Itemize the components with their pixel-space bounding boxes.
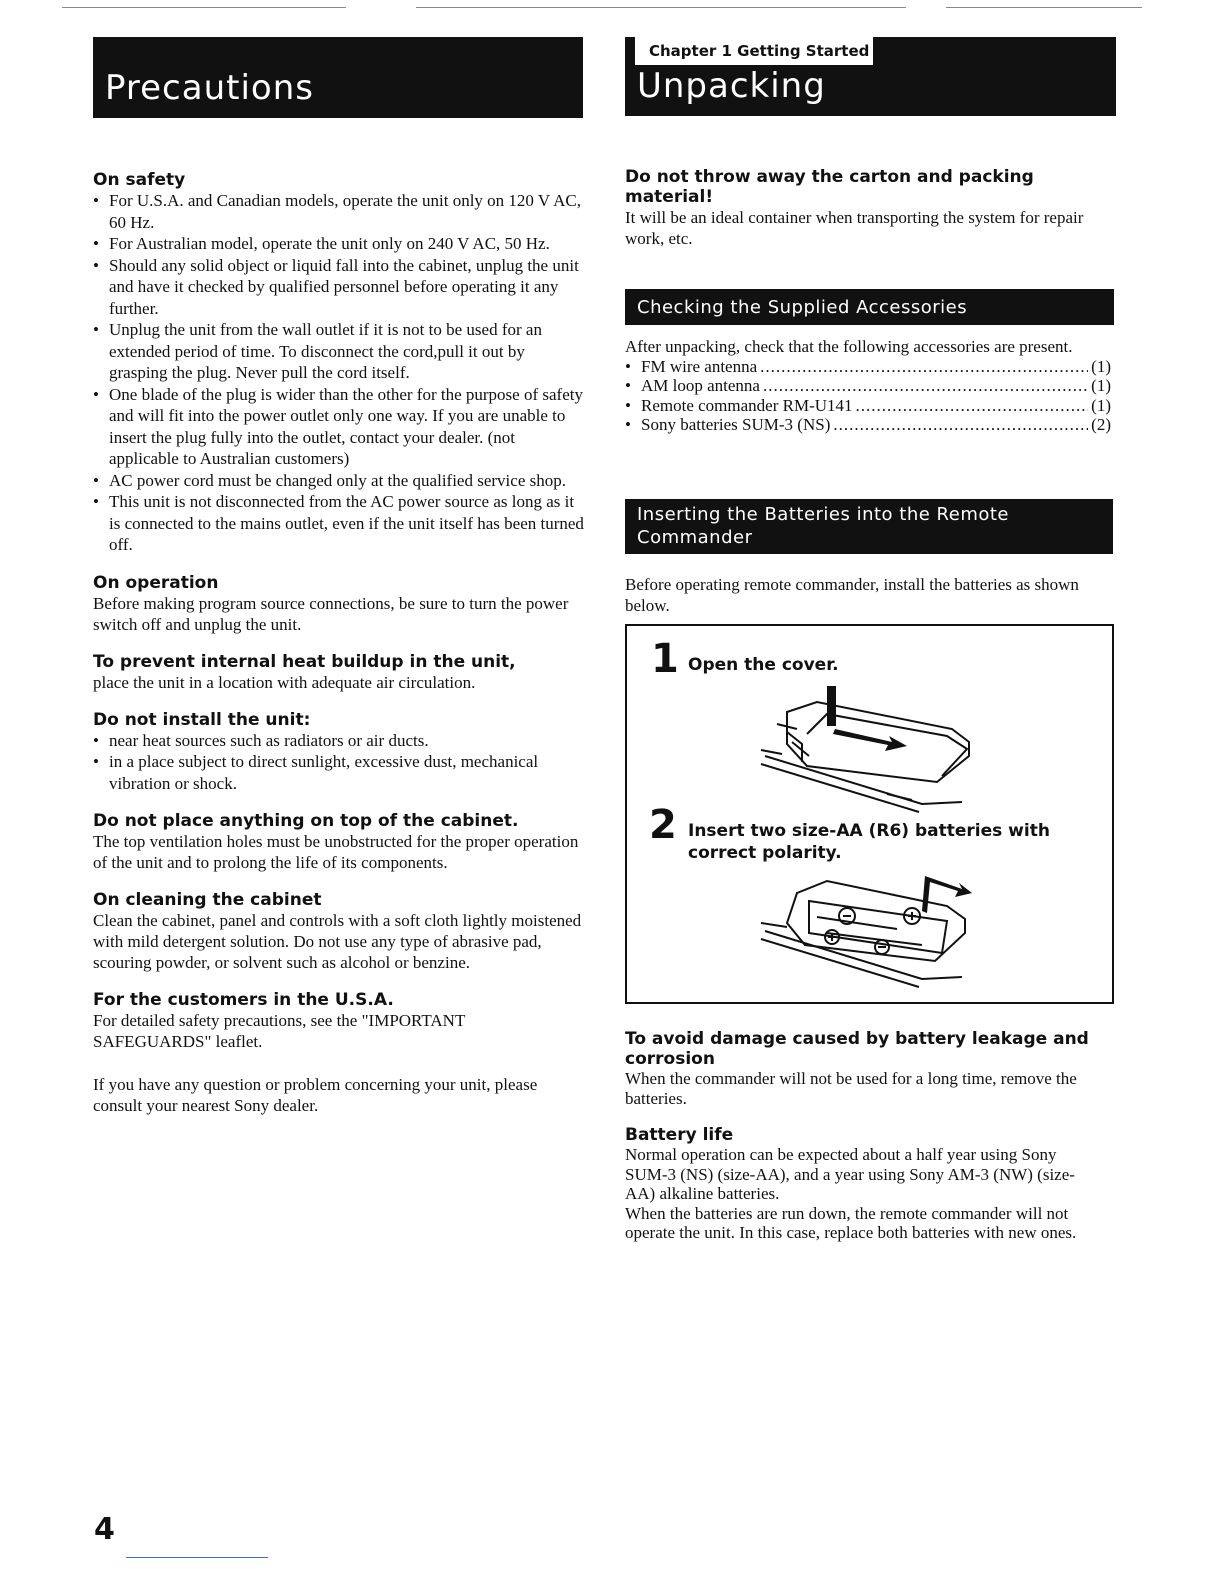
safety-heading: On safety	[93, 170, 186, 190]
accessory-qty: (1)	[1091, 376, 1111, 395]
step-number: 1	[651, 636, 679, 682]
heat-heading: To prevent internal heat buildup in the unit,	[93, 651, 516, 672]
batteries-banner	[625, 499, 1113, 554]
heat-body: place the unit in a location with adequate air circulation.	[93, 672, 476, 692]
battery-life-heading: Battery life	[625, 1125, 734, 1145]
accessory-label: Sony batteries SUM-3 (NS)	[641, 415, 831, 434]
accessory-item: • AM loop antenna ..... (1)	[625, 376, 1111, 396]
batteries-banner-label: Inserting the Batteries into the Remote Commander	[637, 504, 1010, 548]
accessories-section	[625, 337, 1111, 435]
batteries-intro-wrap	[625, 574, 1111, 616]
batteries-intro: Before operating remote commander, install the batteries as shown below.	[625, 575, 1079, 615]
step-number: 2	[649, 802, 677, 848]
closing-text: If you have any question or problem concerning your unit, please consult your nearest Sony dealer.	[93, 1075, 538, 1115]
leakage-section	[625, 1029, 1115, 1108]
top-section	[93, 811, 585, 873]
carton-section	[625, 167, 1115, 249]
battery-life-body-1: Normal operation can be expected about a half year using Sony SUM-3 (NS) (size-AA), and a year using Sony AM-3 (NW) (size-AA) alkaline batteries.	[625, 1145, 1075, 1203]
usa-section	[93, 990, 585, 1052]
arrow-icon	[922, 876, 972, 913]
safety-list	[93, 190, 585, 556]
chapter-tab	[625, 37, 873, 65]
precautions-banner	[93, 37, 583, 118]
install-heading: Do not install the unit:	[93, 709, 311, 730]
cleaning-heading: On cleaning the cabinet	[93, 890, 322, 910]
accessory-label: AM loop antenna	[641, 376, 760, 395]
step-text: Open the cover.	[688, 655, 839, 675]
operation-body: Before making program source connections, be sure to turn the power switch off and unplug the unit.	[93, 593, 569, 634]
list-item: • AC power cord must be changed only at the qualified service shop.	[93, 470, 585, 492]
usa-heading: For the customers in the U.S.A.	[93, 990, 394, 1010]
battery-life-body-2: When the batteries are run down, the remote commander will not operate the unit. In this case, replace both batteries with new ones.	[625, 1203, 1077, 1242]
list-item: • For U.S.A. and Canadian models, operate the unit only on 120 V AC, 60 Hz.	[93, 190, 585, 233]
carton-body: It will be an ideal container when transporting the system for repair work, etc.	[625, 208, 1084, 248]
cleaning-section	[93, 890, 585, 973]
heat-section	[93, 652, 585, 693]
accessory-label: Remote commander RM-U141	[641, 395, 853, 415]
leakage-heading: To avoid damage caused by battery leakage and corrosion	[625, 1029, 1089, 1069]
accessories-banner-label: Checking the Supplied Accessories	[637, 297, 968, 318]
step-text: Insert two size-AA (R6) batteries with correct polarity.	[688, 821, 1050, 863]
battery-life-section	[625, 1125, 1095, 1243]
list-item: • This unit is not disconnected from the AC power source as long as it is connected to the mains outlet, even if the unit itself has been turned off.	[93, 491, 585, 556]
left-column	[93, 170, 585, 1116]
install-list	[93, 730, 585, 795]
operation-heading: On operation	[93, 572, 219, 593]
accessory-label: FM wire antenna	[641, 356, 758, 376]
page-number: 4	[94, 1512, 115, 1547]
safety-section	[93, 170, 585, 556]
accessory-qty: (1)	[1091, 395, 1111, 415]
list-item: • Should any solid object or liquid fall into the cabinet, unplug the unit and have it checked by qualified personnel before operating it any further.	[93, 255, 585, 320]
usa-body: For detailed safety precautions, see the "IMPORTANT SAFEGUARDS" leaflet.	[93, 1011, 466, 1051]
carton-heading: Do not throw away the carton and packing material!	[625, 167, 1034, 207]
unpacking-title: Unpacking	[637, 66, 826, 106]
install-section	[93, 710, 585, 795]
precautions-title: Precautions	[105, 68, 314, 108]
chapter-label: Chapter 1 Getting Started	[649, 42, 870, 60]
accessories-banner	[625, 289, 1114, 325]
top-rule-right	[946, 7, 1142, 8]
top-rule-left	[62, 7, 346, 8]
leakage-body: When the commander will not be used for a long time, remove the batteries.	[625, 1069, 1077, 1108]
top-rule-center	[416, 7, 906, 8]
cleaning-body: Clean the cabinet, panel and controls with a soft cloth lightly moistened with mild detergent solution. Do not use any type of abrasive pad, scouring powder, or solvent such as alcohol or benzine.	[93, 911, 582, 972]
bottom-rule	[126, 1557, 268, 1558]
latch-icon	[827, 686, 836, 726]
list-item: • One blade of the plug is wider than the other for the purpose of safety and will fit into the power outlet only one way. If you are unable to insert the plug fully into the outlet, contact your dealer. (not applicable to Australian customers)	[93, 384, 585, 470]
list-item: • Unplug the unit from the wall outlet if it is not to be used for an extended period of time. To disconnect the cord,pull it out by grasping the plug. Never pull the cord itself.	[93, 319, 585, 384]
arrow-icon	[833, 729, 907, 751]
accessory-item: • Sony batteries SUM-3 (NS) ..... (2)	[625, 415, 1111, 435]
list-item: • in a place subject to direct sunlight, excessive dust, mechanical vibration or shock.	[93, 751, 585, 794]
battery-steps-box	[625, 624, 1114, 1004]
accessory-item: • Remote commander RM-U141 ..... (1)	[625, 396, 1111, 416]
accessory-qty: (2)	[1091, 415, 1111, 434]
unpacking-banner	[625, 37, 1116, 116]
top-body: The top ventilation holes must be unobstructed for the proper operation of the unit and to prolong the life of its components.	[93, 832, 579, 872]
open-cover-illustration	[747, 684, 987, 814]
list-item: • For Australian model, operate the unit only on 240 V AC, 50 Hz.	[93, 233, 585, 255]
top-heading: Do not place anything on top of the cabinet.	[93, 811, 519, 831]
accessory-qty: (1)	[1091, 356, 1111, 376]
accessory-item: • FM wire antenna ..... (1)	[625, 357, 1111, 377]
operation-section	[93, 573, 585, 635]
list-item: • near heat sources such as radiators or air ducts.	[93, 730, 585, 752]
insert-batteries-illustration	[747, 871, 997, 991]
accessories-intro: After unpacking, check that the following accessories are present.	[625, 337, 1073, 356]
